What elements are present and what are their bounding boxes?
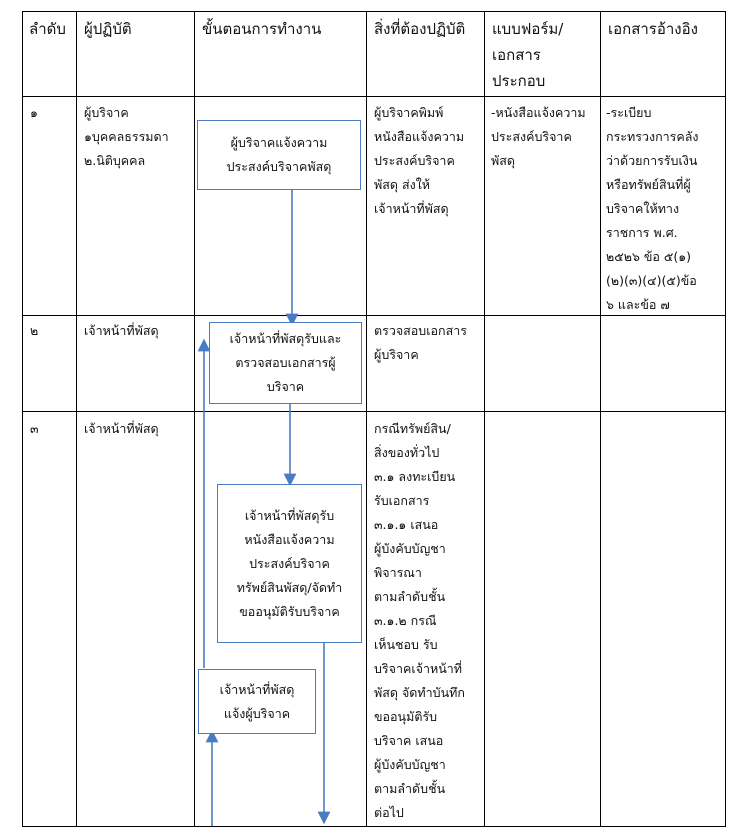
flow-box-notify-donor: เจ้าหน้าที่พัสดุ แจ้งผู้บริจาค [198, 669, 316, 734]
row3-todo: กรณีทรัพย์สิน/ สิ่งของทั่วไป ๓.๑ ลงทะเบียน รับเอกสาร ๓.๑.๑ เสนอ ผู้บังคับบัญชา พิจารณา ตามลำดับชั้น ๓.๑.๒ กรณี เห็นชอบ รับ บริจาคเจ้าหน้าที่ พัสดุ จัดทำบันทึก ขออนุมัติรับ บริจาค เสนอ ผู้บังคับบัญชา ตามลำดับชั้น ต่อไป [374, 421, 465, 820]
header-actor: ผู้ปฏิบัติ [84, 20, 132, 38]
header-ref: เอกสารอ้างอิง [608, 20, 698, 38]
header-steps: ขั้นตอนการทำงาน [202, 20, 322, 38]
row2-no: ๒ [30, 323, 39, 338]
flow-box-check-documents: เจ้าหน้าที่พัสดุรับและ ตรวจสอบเอกสารผู้ บริจาค [209, 322, 362, 404]
row1-form: -หนังสือแจ้งความ ประสงค์บริจาค พัสดุ [491, 105, 586, 168]
row-divider [22, 411, 725, 412]
row2-todo: ตรวจสอบเอกสาร ผู้บริจาค [374, 323, 467, 362]
row3-no: ๓ [30, 421, 39, 436]
row-divider [22, 96, 725, 97]
flow-box-receive-request: เจ้าหน้าที่พัสดุรับ หนังสือแจ้งความ ประสงค์บริจาค ทรัพย์สินพัสดุ/จัดทำ ขออนุมัติรับบริจาค [217, 484, 362, 643]
row1-no: ๑ [30, 105, 38, 120]
flow-box-donor-notify: ผู้บริจาคแจ้งความ ประสงค์บริจาคพัสดุ [197, 120, 361, 190]
row1-ref: -ระเบียบ กระทรวงการคลัง ว่าด้วยการรับเงิน หรือทรัพย์สินที่ผู้ บริจาคให้ทาง ราชการ พ.ศ. ๒๕๒๖ ข้อ ๕(๑) (๒)(๓)(๔)(๕)ข้อ ๖ และข้อ ๗ [606, 105, 699, 312]
column-divider [366, 11, 367, 827]
column-divider [76, 11, 77, 827]
header-todo: สิ่งที่ต้องปฏิบัติ [374, 20, 466, 38]
column-divider [600, 11, 601, 827]
table-border [22, 11, 725, 12]
header-form: แบบฟอร์ม/ เอกสาร ประกอบ [492, 20, 564, 90]
header-no: ลำดับ [29, 20, 66, 38]
table-border [22, 826, 725, 827]
row1-todo: ผู้บริจาคพิมพ์ หนังสือแจ้งความ ประสงค์บริจาค พัสดุ ส่งให้ เจ้าหน้าที่พัสดุ [374, 105, 465, 216]
row1-actor: ผู้บริจาค ๑บุคคลธรรมดา ๒.นิติบุคคล [84, 105, 169, 168]
row3-actor: เจ้าหน้าที่พัสดุ [84, 421, 159, 436]
column-divider [194, 11, 195, 827]
table-border [725, 11, 726, 827]
row2-actor: เจ้าหน้าที่พัสดุ [84, 323, 159, 338]
table-border [22, 11, 23, 827]
column-divider [484, 11, 485, 827]
